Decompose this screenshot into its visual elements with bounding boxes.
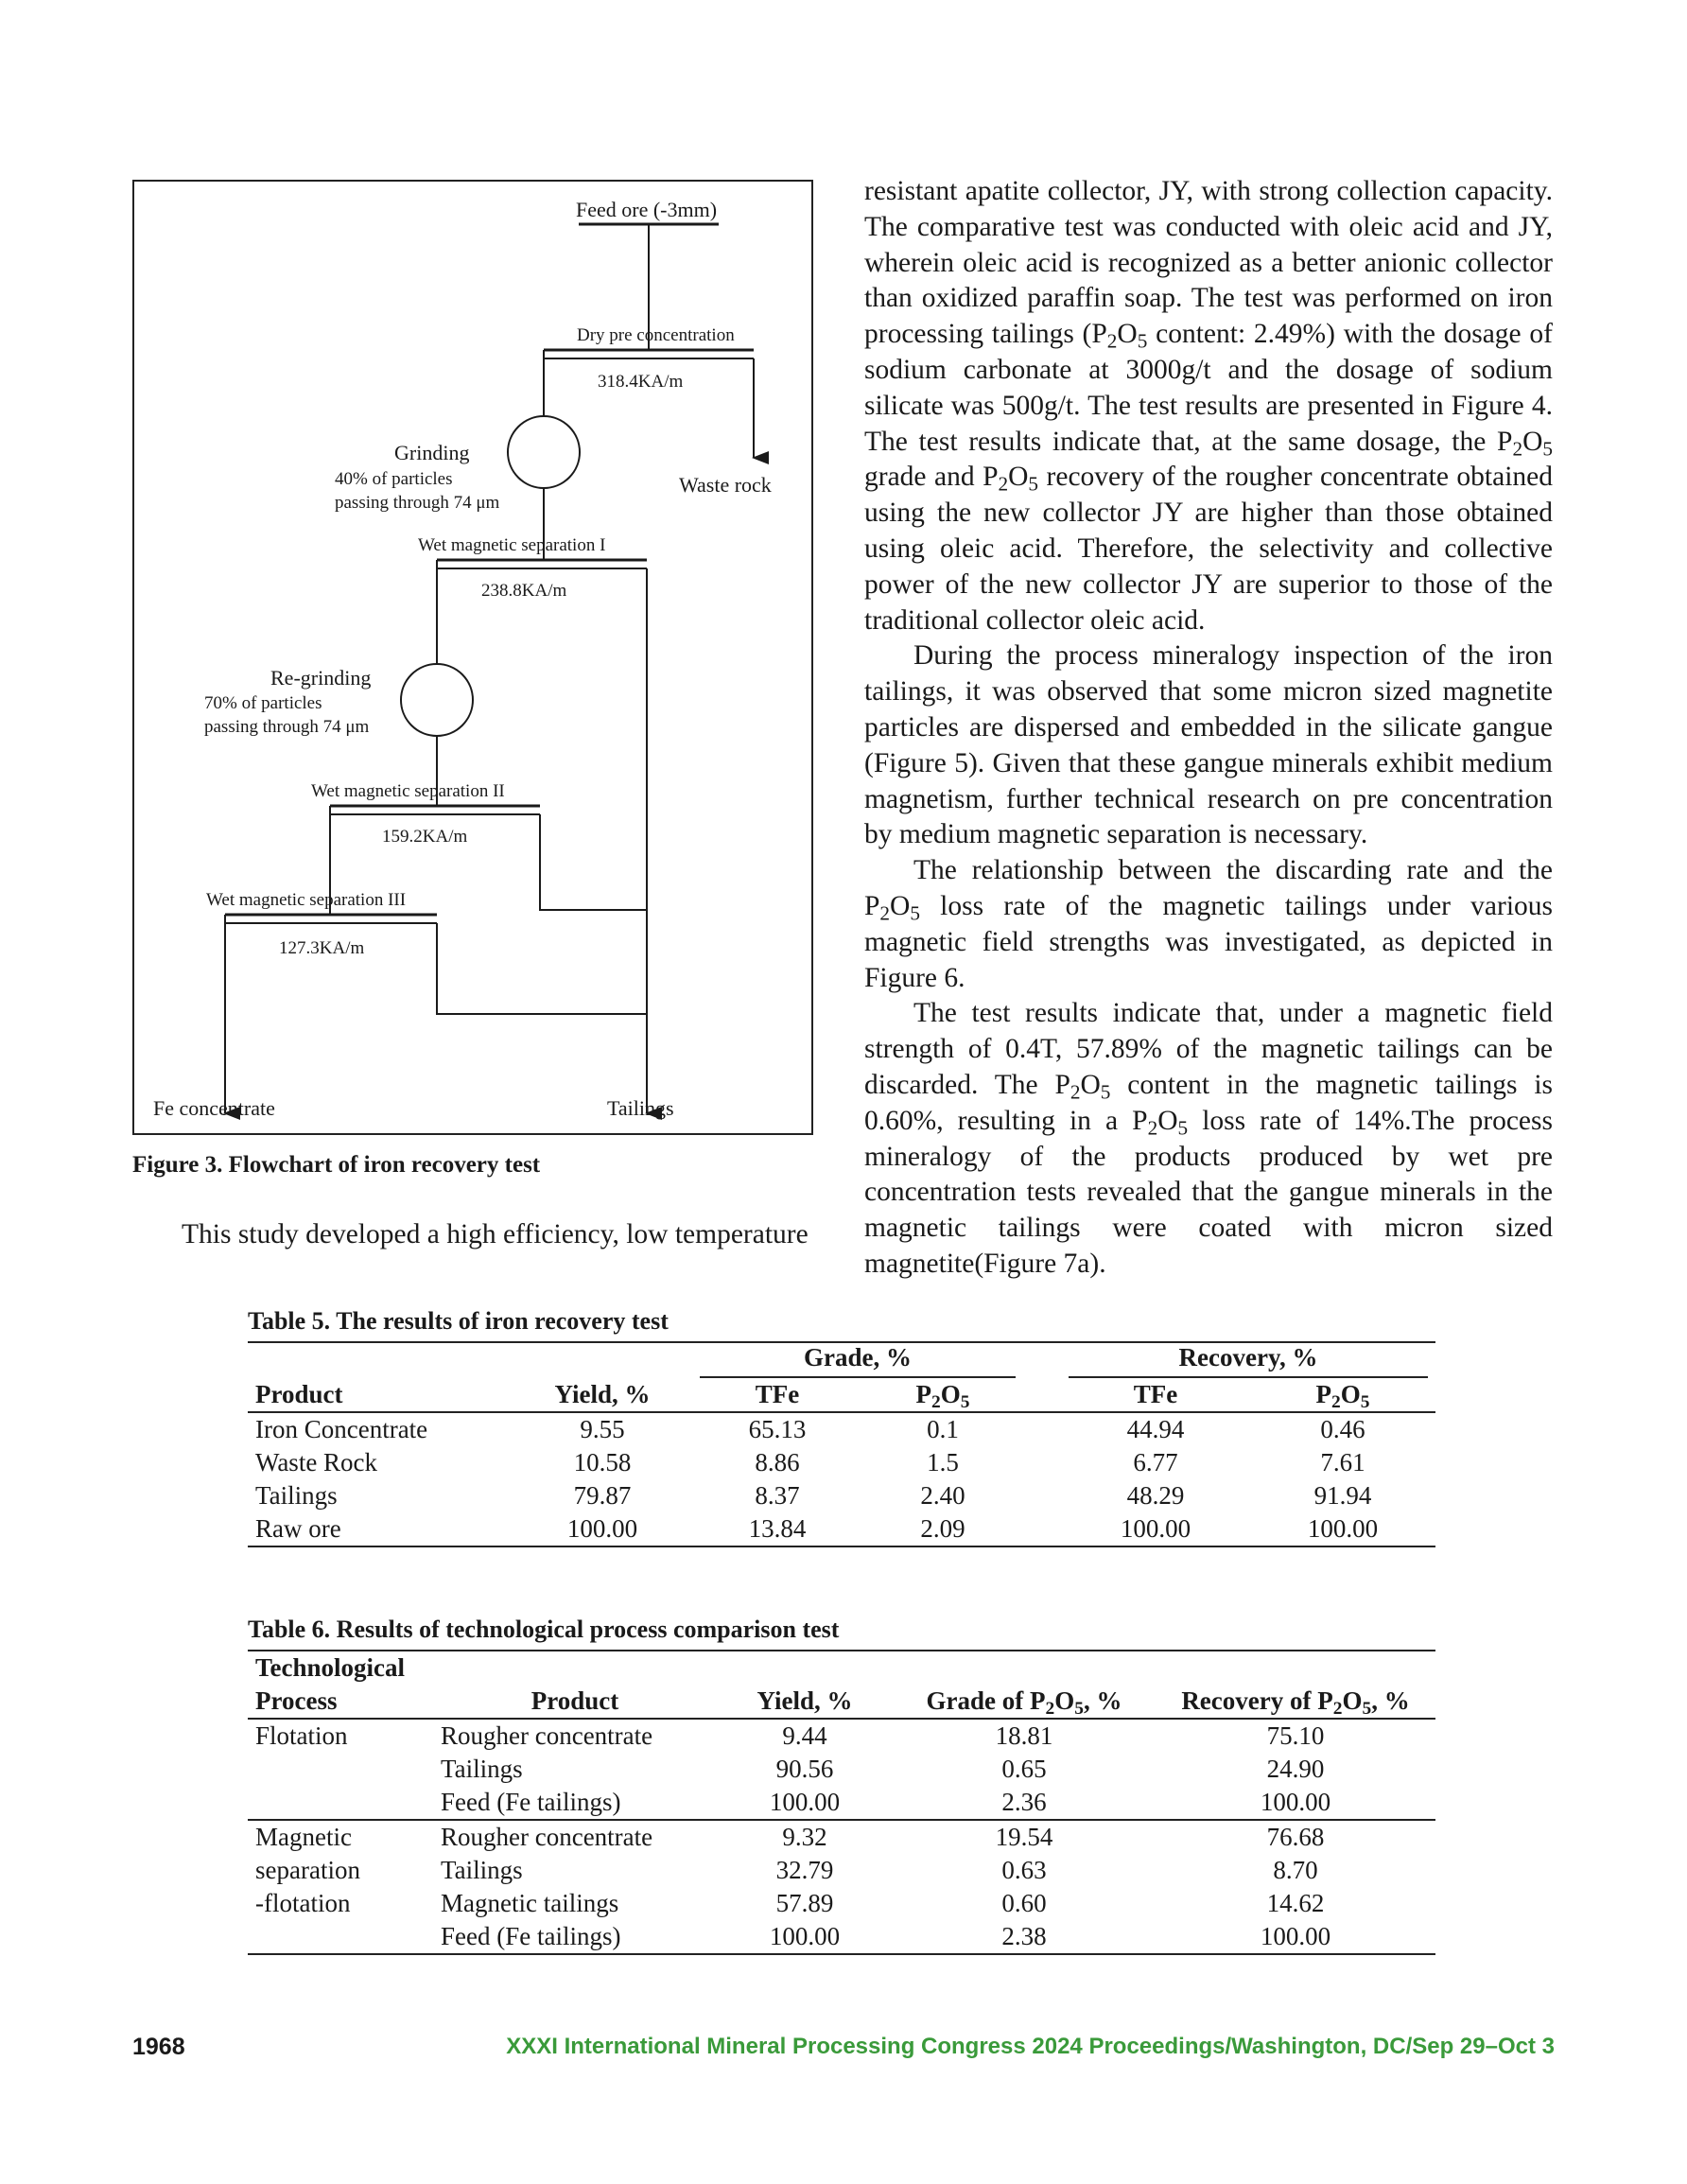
table-cell: 14.62 [1266, 1889, 1325, 1917]
table-cell: 0.65 [1001, 1755, 1047, 1783]
regrinding-note-2: passing through 74 μm [204, 717, 370, 737]
table-cell: 9.55 [580, 1415, 625, 1443]
process-label [248, 1786, 433, 1820]
table-5-column-header [248, 1378, 1435, 1412]
table-row [248, 1719, 1435, 1753]
paragraph-mineralogy: During the process mineralogy inspection of the iron tailings, it was observed that some micron sized magnetite particles are dispersed and embedded in the silicate gangue (Figure 5). Given that these gangue minerals exhibit medium magnetism, further technical research on pre concentration by medium magnetic separation is necessary. [864, 640, 1553, 850]
table-cell: 0.60 [1001, 1889, 1047, 1917]
table-cell: Magnetic tailings [441, 1889, 619, 1917]
table-row [248, 1820, 1435, 1854]
grinding-note-2: passing through 74 μm [335, 493, 500, 513]
process-label [248, 1920, 433, 1954]
grinding-note-1: 40% of particles [335, 469, 453, 489]
table-cell: 100.00 [1120, 1514, 1191, 1543]
col-yield: Yield, % [554, 1380, 651, 1408]
table-cell: 91.94 [1313, 1481, 1372, 1510]
paragraph-collector: resistant apatite collector, JY, with strong collection capacity. The comparative test was conducted with oleic acid and JY, wherein oleic acid is recognized as a better anionic collector than oxidized paraffin soap. The test was performed on iron processing tailings ($P_2O_5$ content: 2.49%) with the dosage of sodium carbonate at 3000g/t and the dosage of sodium silicate was 500g/t. The test results are presented in Figure 4. The test results indicate that, at the same dosage, the $P_2O_5$ grade and $P_2O_5$ recovery of the rougher concentrate obtained using the new collector JY are higher than those obtained using oleic acid. Therefore, the selectivity and collective power of the new collector JY are superior to those of the traditional collector oleic acid. [864, 176, 1553, 636]
regrinding-circle [401, 664, 473, 736]
grinding-label: Grinding [394, 441, 470, 464]
dry-pre-label: Dry pre concentration [577, 325, 735, 345]
table-cell: 90.56 [775, 1755, 834, 1783]
wet2-field-label: 159.2KA/m [382, 827, 468, 847]
table-cell: 44.94 [1126, 1415, 1185, 1443]
wet3-tail-line [437, 923, 647, 1014]
col-recovery-p2o5: $P_2O_5$ [1315, 1380, 1370, 1412]
table-row [248, 1512, 1435, 1546]
table-cell [1023, 1512, 1061, 1546]
table-cell: Rougher concentrate [441, 1721, 653, 1750]
table-cell: Tailings [441, 1856, 523, 1884]
col-recovery-tfe: TFe [1133, 1380, 1178, 1408]
table-cell: 9.32 [782, 1823, 827, 1851]
table-6-header-row2 [248, 1685, 1435, 1719]
table-cell: 100.00 [1307, 1514, 1379, 1543]
table-cell: 2.38 [1001, 1922, 1047, 1950]
table-cell: 18.81 [995, 1721, 1053, 1750]
table-cell: 100.00 [769, 1788, 841, 1816]
table-cell: 24.90 [1266, 1755, 1325, 1783]
table-row [248, 1412, 1435, 1446]
table-cell: 100.00 [566, 1514, 638, 1543]
table-cell: Tailings [441, 1755, 523, 1783]
table-cell: 79.87 [573, 1481, 632, 1510]
col-grade: Grade of $P_2O_5$, % [926, 1686, 1122, 1719]
wet3-field-label: 127.3KA/m [279, 938, 365, 958]
table-cell: 32.79 [775, 1856, 834, 1884]
process-label [248, 1753, 433, 1786]
feed-ore-label: Feed ore (-3mm) [576, 198, 718, 221]
table-5-group-header [248, 1342, 1435, 1378]
table-row [248, 1854, 1435, 1887]
process-label: Magnetic [255, 1823, 352, 1851]
paragraph-test-results: The test results indicate that, under a magnetic field strength of 0.4T, 57.89% of the magnetic tailings can be discarded. The $P_2O_5$ content in the magnetic tailings is 0.60%, resulting in a $P_2O_5$ loss rate of 14%.The process mineralogy of the products produced by wet pre concentration tests revealed that the gangue minerals in the magnetic tailings were coated with micron sized magnetite(Figure 7a). [864, 998, 1553, 1279]
table-cell: 75.10 [1266, 1721, 1325, 1750]
table-cell [1023, 1412, 1061, 1446]
table-cell: Tailings [255, 1481, 338, 1510]
table-cell [1023, 1479, 1061, 1512]
table-row [248, 1753, 1435, 1786]
wet1-field-label: 238.8KA/m [481, 581, 567, 601]
table-cell: Iron Concentrate [255, 1415, 428, 1443]
table-cell: 8.37 [755, 1481, 800, 1510]
table-row [248, 1920, 1435, 1954]
table-cell: 2.40 [920, 1481, 965, 1510]
table-6-caption: Table 6. Results of technological process comparison test [248, 1616, 840, 1643]
table-cell: 0.46 [1320, 1415, 1365, 1443]
table-cell [1023, 1446, 1061, 1479]
table-cell: 65.13 [748, 1415, 807, 1443]
regrinding-note-1: 70% of particles [204, 693, 322, 713]
table-6-header-row1 [248, 1651, 1435, 1685]
col-recovery: Recovery of $P_2O_5$, % [1181, 1686, 1410, 1719]
grade-group-header: Grade, % [700, 1343, 1016, 1378]
table-cell: Feed (Fe tailings) [441, 1922, 621, 1950]
table-row [248, 1446, 1435, 1479]
table-cell: Rougher concentrate [441, 1823, 653, 1851]
table-cell: 100.00 [769, 1922, 841, 1950]
table-row [248, 1479, 1435, 1512]
col-tech-process-1: Technological [255, 1653, 406, 1682]
process-label: -flotation [255, 1889, 351, 1917]
table-cell: 6.77 [1133, 1448, 1178, 1476]
table-cell: 1.5 [927, 1448, 959, 1476]
table-cell: 0.1 [927, 1415, 959, 1443]
table-cell: 7.61 [1320, 1448, 1365, 1476]
table-6 [248, 1650, 1435, 1955]
page-number: 1968 [132, 2034, 185, 2060]
flowchart-svg [134, 182, 811, 1133]
table-cell: 9.44 [782, 1721, 827, 1750]
wet2-tail-line [540, 814, 647, 910]
table-cell: 2.36 [1001, 1788, 1047, 1816]
table-cell: 8.86 [755, 1448, 800, 1476]
table-row [248, 1887, 1435, 1920]
table-cell: 100.00 [1260, 1922, 1331, 1950]
recovery-group-header: Recovery, % [1069, 1343, 1428, 1378]
col-product: Product [530, 1686, 619, 1715]
left-column-text [132, 1217, 815, 1253]
process-label: separation [255, 1856, 360, 1884]
table-cell: Waste Rock [255, 1448, 378, 1476]
table-cell: 100.00 [1260, 1788, 1331, 1816]
wet1-label: Wet magnetic separation I [418, 535, 606, 555]
dry-field-label: 318.4KA/m [598, 372, 684, 392]
table-cell: 2.09 [920, 1514, 965, 1543]
col-yield: Yield, % [757, 1686, 853, 1715]
tailings-label: Tailings [607, 1096, 674, 1120]
wet3-label: Wet magnetic separation III [206, 890, 407, 910]
figure-caption: Figure 3. Flowchart of iron recovery test [132, 1152, 541, 1178]
left-paragraph: This study developed a high efficiency, low temperature [182, 1219, 809, 1249]
table-cell: 57.89 [775, 1889, 834, 1917]
table-cell: 0.63 [1001, 1856, 1047, 1884]
waste-rock-label: Waste rock [679, 473, 772, 497]
col-tech-process-2: Process [255, 1686, 338, 1715]
table-cell: 13.84 [748, 1514, 807, 1543]
col-grade-tfe: TFe [755, 1380, 800, 1408]
table-cell: 76.68 [1266, 1823, 1325, 1851]
footer-proceedings: XXXI International Mineral Processing Congress 2024 Proceedings/Washington, DC/Sep 29–Oct 3 [506, 2034, 1555, 2059]
grinding-circle [508, 416, 580, 488]
table-cell: Raw ore [255, 1514, 341, 1543]
table-cell: 19.54 [995, 1823, 1053, 1851]
table-cell: 48.29 [1126, 1481, 1185, 1510]
table-5-caption: Table 5. The results of iron recovery test [248, 1307, 669, 1335]
table-cell: 10.58 [573, 1448, 632, 1476]
table-row [248, 1786, 1435, 1820]
regrinding-label: Re-grinding [270, 666, 372, 690]
wet2-label: Wet magnetic separation II [311, 781, 505, 801]
fe-concentrate-label: Fe concentrate [153, 1096, 275, 1120]
col-product: Product [255, 1380, 343, 1408]
table-cell: Feed (Fe tailings) [441, 1788, 621, 1816]
process-label: Flotation [255, 1721, 348, 1750]
col-grade-p2o5: $P_2O_5$ [915, 1380, 970, 1412]
right-column-text [864, 174, 1553, 1283]
figure-3-flowchart [132, 180, 813, 1135]
paragraph-relationship: The relationship between the discarding rate and the $P_2O_5$ loss rate of the magnetic tailings under various magnetic field strengths was investigated, as depicted in Figure 6. [864, 855, 1553, 993]
table-cell: 8.70 [1273, 1856, 1318, 1884]
table-5 [248, 1341, 1435, 1547]
